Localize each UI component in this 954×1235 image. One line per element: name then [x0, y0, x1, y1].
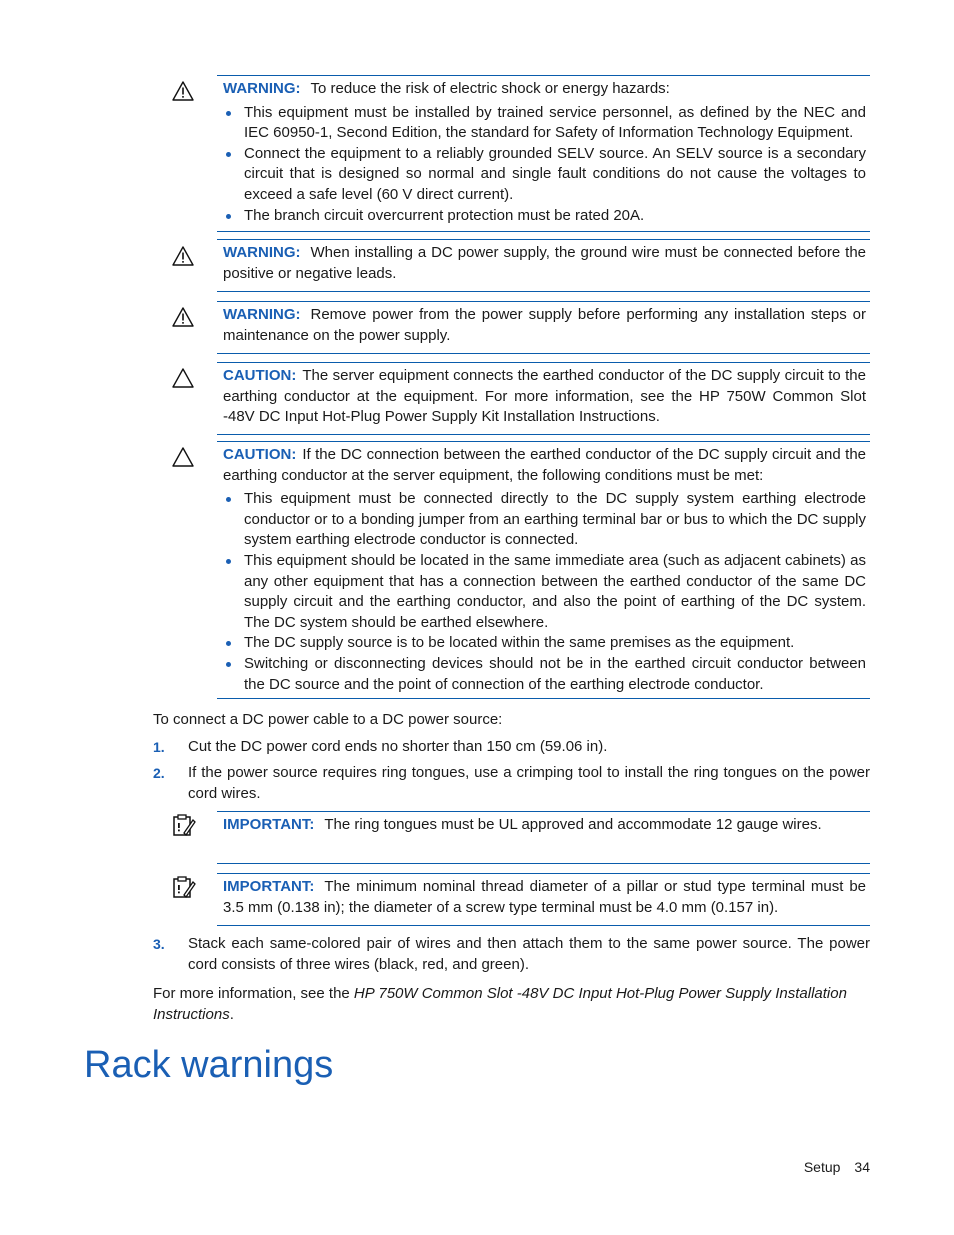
step-number: 3. — [153, 936, 165, 952]
step-text: Stack each same-colored pair of wires and then attach them to the same power source. The power cord consists of three wires (black, red, and green). — [188, 935, 870, 973]
procedure-step — [153, 763, 870, 804]
step-text: Cut the DC power cord ends no shorter than 150 cm (59.06 in). — [188, 738, 608, 755]
footer-section-name: Setup — [803, 1159, 841, 1175]
notice-label: WARNING: — [223, 306, 301, 323]
warning-notice-remove-power — [217, 301, 870, 354]
important-icon — [172, 814, 196, 836]
notice-text: The server equipment connects the earthed conductor of the DC supply circuit to the earthing conductor at the equipment. For more information, see the HP 750W Common Slot -48V DC Input Hot-Plug Power Supply Kit Installation Instructions. — [223, 367, 866, 426]
list-item: This equipment must be connected directly to the DC supply system earthing electrode conductor or to a bonding jumper from an earthing terminal bar or bus to which the DC supply system earthing electrode conductor is connected. — [223, 489, 866, 551]
caution-icon — [172, 368, 196, 390]
list-item: The branch circuit overcurrent protection must be rated 20A. — [223, 206, 866, 227]
more-info-suffix: . — [229, 1005, 234, 1023]
notice-bullet-list — [223, 489, 866, 695]
page-footer — [804, 1159, 870, 1175]
procedure-intro: To connect a DC power cable to a DC power source: — [153, 711, 503, 728]
notice-label: WARNING: — [223, 80, 301, 97]
notice-text: The ring tongues must be UL approved and accommodate 12 gauge wires. — [324, 816, 822, 833]
notice-text: Remove power from the power supply before performing any installation steps or maintenance on the power supply. — [223, 306, 866, 344]
notice-label: IMPORTANT: — [223, 816, 315, 833]
step-number: 2. — [153, 765, 165, 781]
caution-notice-dc-connection — [217, 441, 870, 699]
more-info-paragraph — [153, 984, 870, 1025]
page-number: 34 — [854, 1159, 870, 1175]
step-number: 1. — [153, 739, 165, 755]
step-text: If the power source requires ring tongues, use a crimping tool to install the ring tongues on the power cord wires. — [188, 764, 870, 802]
warning-icon — [172, 307, 196, 329]
caution-icon — [172, 447, 196, 469]
procedure-step — [153, 934, 870, 975]
notice-label: WARNING: — [223, 244, 301, 261]
warning-icon — [172, 81, 196, 103]
notice-label: IMPORTANT: — [223, 878, 315, 895]
notice-text: When installing a DC power supply, the ground wire must be connected before the positive or negative leads. — [223, 244, 866, 282]
section-heading: Rack warnings — [84, 1044, 334, 1086]
warning-icon — [172, 246, 196, 268]
procedure-step — [153, 737, 870, 758]
notice-label: CAUTION: — [223, 446, 297, 463]
notice-text: If the DC connection between the earthed conductor of the DC supply circuit and the earthing conductor at the server equipment, the following conditions must be met: — [223, 446, 866, 484]
more-info-prefix: For more information, see the — [153, 985, 354, 1002]
list-item: The DC supply source is to be located within the same premises as the equipment. — [223, 633, 866, 654]
important-notice-ring-tongues — [217, 811, 870, 864]
notice-text: The minimum nominal thread diameter of a pillar or stud type terminal must be 3.5 mm (0.138 in); the diameter of a screw type terminal must be 4.0 mm (0.157 in). — [223, 878, 866, 916]
important-notice-thread-diameter — [217, 873, 870, 926]
notice-text: To reduce the risk of electric shock or energy hazards: — [310, 80, 670, 97]
list-item: Switching or disconnecting devices should not be in the earthed circuit conductor between the DC source and the point of connection of the earthing electrode conductor. — [223, 654, 866, 695]
list-item: This equipment should be located in the same immediate area (such as adjacent cabinets) as any other equipment that has a connection between the earthed conductor of the same DC supply circuit and the earthing conductor, and also the point of earthing of the DC system. The DC system should be earthed elsewhere. — [223, 551, 866, 633]
list-item: Connect the equipment to a reliably grounded SELV source. An SELV source is a secondary circuit that is designed so normal and single fault conditions do not cause the voltages to exceed a safe level (60 V direct current). — [223, 144, 866, 206]
warning-notice-ground-wire — [217, 239, 870, 292]
more-info-document-title: HP 750W Common Slot -48V DC Input Hot-Plug Power Supply Installation Instructions — [153, 985, 847, 1023]
list-item: This equipment must be installed by trained service personnel, as defined by the NEC and IEC 60950-1, Second Edition, the standard for Safety of Information Technology Equipment. — [223, 103, 866, 144]
notice-label: CAUTION: — [223, 367, 297, 384]
warning-notice-electric-shock — [217, 75, 870, 232]
caution-notice-earthed-conductor — [217, 362, 870, 435]
important-icon — [172, 876, 196, 898]
notice-bullet-list — [223, 103, 866, 227]
